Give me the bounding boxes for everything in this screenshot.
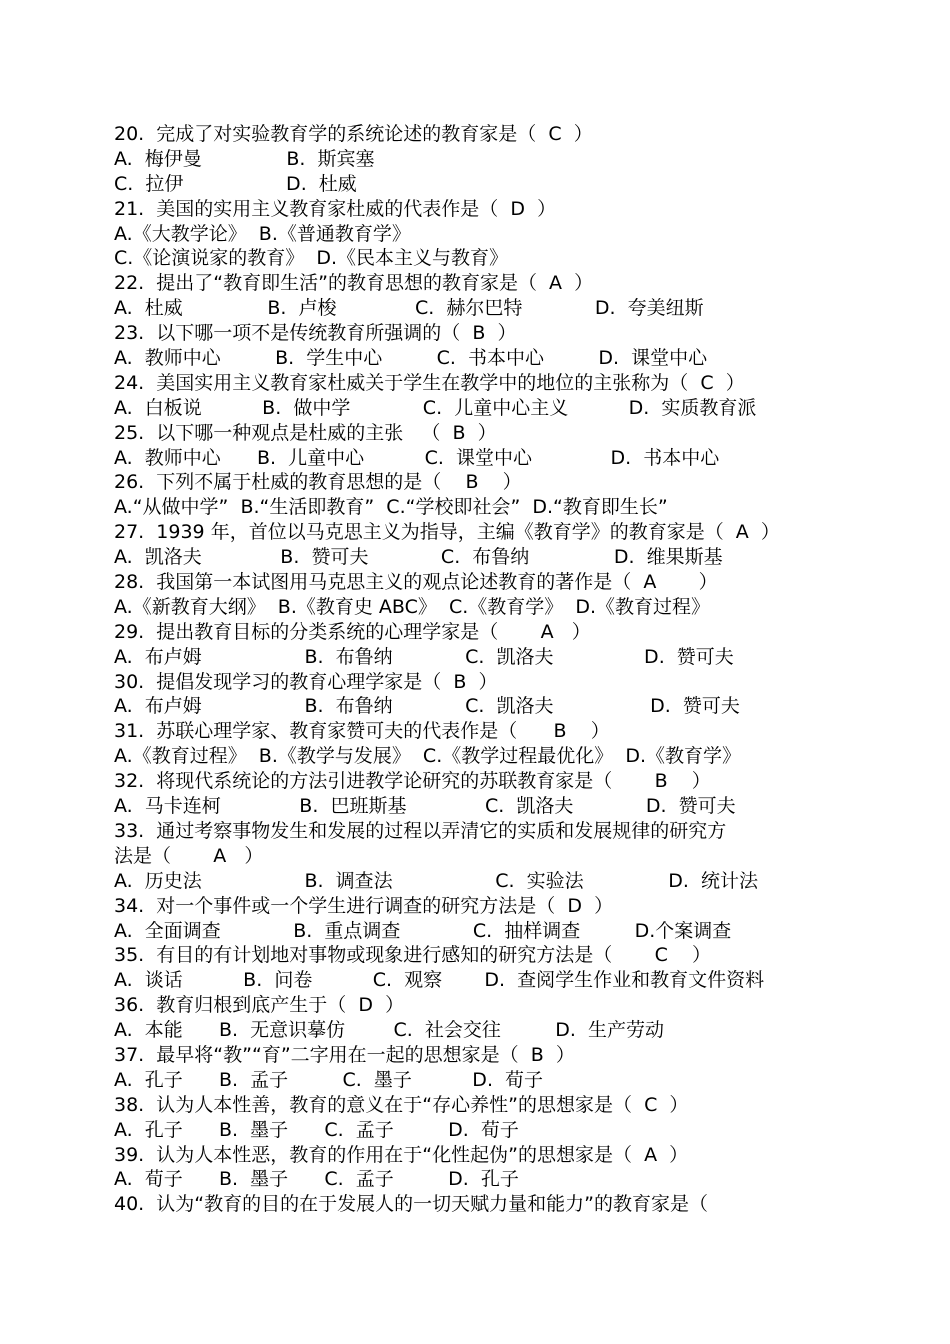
options-21-cd: C.《论演说家的教育》 D.《民本主义与教育》 xyxy=(114,247,509,270)
options-38: A. 孔子 B. 墨子 C. 孟子 D. 荀子 xyxy=(114,1118,519,1141)
question-26: 26. 下列不属于杜威的教育思想的是（ B ） xyxy=(114,471,522,494)
options-25: A. 教师中心 B. 儿童中心 C. 课堂中心 D. 书本中心 xyxy=(114,446,720,469)
options-20-cd: C. 拉伊 D. 杜威 xyxy=(114,172,357,195)
options-36: A. 本能 B. 无意识摹仿 C. 社会交往 D. 生产劳动 xyxy=(114,1019,664,1042)
question-37: 37. 最早将“教”“育”二字用在一起的思想家是（ B ） xyxy=(114,1043,575,1066)
question-32: 32. 将现代系统论的方法引进教学论研究的苏联教育家是（ B ） xyxy=(114,770,711,793)
options-34: A. 全面调查 B. 重点调查 C. 抽样调查 D.个案调查 xyxy=(114,919,732,942)
options-20-ab: A. 梅伊曼 B. 斯宾塞 xyxy=(114,147,375,170)
question-38: 38. 认为人本性善，教育的意义在于“存心养性”的思想家是（ C ） xyxy=(114,1093,689,1116)
question-31: 31. 苏联心理学家、教育家赞可夫的代表作是（ B ） xyxy=(114,720,610,743)
options-26: A.“从做中学” B.“生活即教育” C.“学校即社会” D.“教育即生长” xyxy=(114,496,668,519)
options-32: A. 马卡连柯 B. 巴班斯基 C. 凯洛夫 D. 赞可夫 xyxy=(114,795,736,818)
question-35: 35. 有目的有计划地对事物或现象进行感知的研究方法是（ C ） xyxy=(114,944,711,967)
question-23: 23. 以下哪一项不是传统教育所强调的（ B ） xyxy=(114,322,517,345)
options-28: A.《新教育大纲》 B.《教育史 ABC》 C.《教育学》 D.《教育过程》 xyxy=(114,595,710,618)
question-20: 20. 完成了对实验教育学的系统论述的教育家是（ C ） xyxy=(114,123,593,145)
question-40: 40. 认为“教育的目的在于发展人的一切天赋力量和能力”的教育家是（ xyxy=(114,1193,708,1216)
question-22: 22. 提出了“教育即生活”的教育思想的教育家是（ A ） xyxy=(114,272,594,295)
question-39: 39. 认为人本性恶，教育的作用在于“化性起伪”的思想家是（ A ） xyxy=(114,1143,689,1166)
question-34: 34. 对一个事件或一个学生进行调查的研究方法是（ D ） xyxy=(114,894,614,917)
options-29: A. 布卢姆 B. 布鲁纳 C. 凯洛夫 D. 赞可夫 xyxy=(114,645,734,668)
question-list xyxy=(114,122,844,1217)
options-23: A. 教师中心 B. 学生中心 C. 书本中心 D. 课堂中心 xyxy=(114,347,708,370)
question-36: 36. 教育归根到底产生于（ D ） xyxy=(114,994,405,1017)
options-39: A. 荀子 B. 墨子 C. 孟子 D. 孔子 xyxy=(114,1168,519,1191)
question-29: 29. 提出教育目标的分类系统的心理学家是（ A ） xyxy=(114,620,591,643)
options-24: A. 白板说 B. 做中学 C. 儿童中心主义 D. 实质教育派 xyxy=(114,396,757,419)
options-22: A. 杜威 B. 卢梭 C. 赫尔巴特 D. 夸美纽斯 xyxy=(114,297,704,320)
options-30: A. 布卢姆 B. 布鲁纳 C. 凯洛夫 D. 赞可夫 xyxy=(114,695,740,718)
options-35: A. 谈话 B. 问卷 C. 观察 D. 查阅学生作业和教育文件资料 xyxy=(114,969,765,992)
question-24: 24. 美国实用主义教育家杜威关于学生在教学中的地位的主张称为（ C ） xyxy=(114,371,745,394)
question-25: 25. 以下哪一种观点是杜威的主张 （ B ） xyxy=(114,421,497,444)
options-21-ab: A.《大教学论》 B.《普通教育学》 xyxy=(114,222,411,245)
question-30: 30. 提倡发现学习的教育心理学家是（ B ） xyxy=(114,670,498,693)
options-37: A. 孔子 B. 孟子 C. 墨子 D. 荀子 xyxy=(114,1068,544,1091)
options-33: A. 历史法 B. 调查法 C. 实验法 D. 统计法 xyxy=(114,869,758,892)
question-27: 27. 1939 年，首位以马克思主义为指导，主编《教育学》的教育家是（ A ） xyxy=(114,521,780,544)
question-28: 28. 我国第一本试图用马克思主义的观点论述教育的著作是（ A ） xyxy=(114,571,718,594)
question-21: 21. 美国的实用主义教育家杜威的代表作是（ D ） xyxy=(114,197,557,220)
options-31: A.《教育过程》 B.《教学与发展》 C.《教学过程最优化》 D.《教育学》 xyxy=(114,745,741,768)
question-33-cont: 法是（ A ） xyxy=(114,844,264,867)
options-27: A. 凯洛夫 B. 赞可夫 C. 布鲁纳 D. 维果斯基 xyxy=(114,546,723,569)
question-33: 33. 通过考察事物发生和发展的过程以弄清它的实质和发展规律的研究方 xyxy=(114,819,727,842)
